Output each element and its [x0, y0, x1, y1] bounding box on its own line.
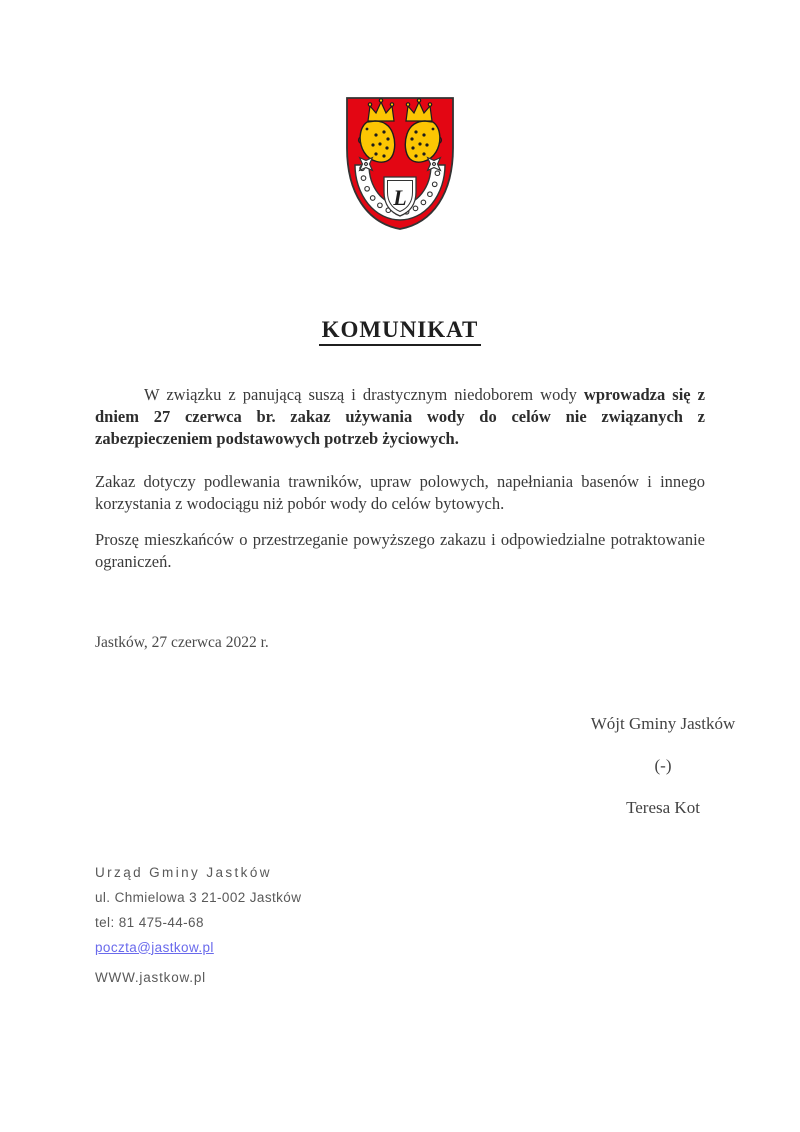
coat-of-arms — [0, 0, 800, 238]
contact-footer — [0, 864, 800, 1034]
email-link[interactable]: poczta@jastkow.pl — [95, 939, 214, 955]
footer-email-row — [95, 939, 705, 956]
paragraph-intro-bold: wprowadza się z dniem 27 czerwca br. zakaz używania wody do celów nie związanych z zabezpieczeniem podstawowych potrzeb życiowych. — [95, 385, 705, 448]
signature-role: Wójt Gminy Jastków — [590, 713, 736, 733]
signature-name: Teresa Kot — [626, 797, 700, 817]
signature-mark: (-) — [654, 755, 672, 775]
page-title-row — [0, 308, 800, 346]
page-title: KOMUNIKAT — [319, 317, 482, 346]
footer-website: WWW.jastkow.pl — [95, 969, 206, 985]
footer-phone: tel: 81 475-44-68 — [95, 914, 204, 930]
paragraph-intro-normal: W związku z panującą suszą i drastycznym niedoborem wody — [144, 385, 584, 404]
footer-org: Urząd Gminy Jastków — [95, 864, 272, 880]
footer-address: ul. Chmielowa 3 21-002 Jastków — [95, 889, 302, 905]
crest-letter: L — [393, 185, 407, 210]
dateline: Jastków, 27 czerwca 2022 r. — [95, 633, 269, 651]
paragraph-ban-scope: Zakaz dotyczy podlewania trawników, upraw polowych, napełniania basenów i innego korzystania z wodociągu niż pobór wody do celów bytowych. — [95, 472, 705, 514]
coat-of-arms-graphic — [340, 93, 460, 233]
paragraph-appeal: Proszę mieszkańców o przestrzeganie powyższego zakazu i odpowiedzialne potraktowanie ograniczeń. — [95, 529, 705, 571]
document-body — [0, 384, 800, 819]
signature-block — [523, 713, 800, 819]
paragraph-intro — [95, 384, 705, 449]
